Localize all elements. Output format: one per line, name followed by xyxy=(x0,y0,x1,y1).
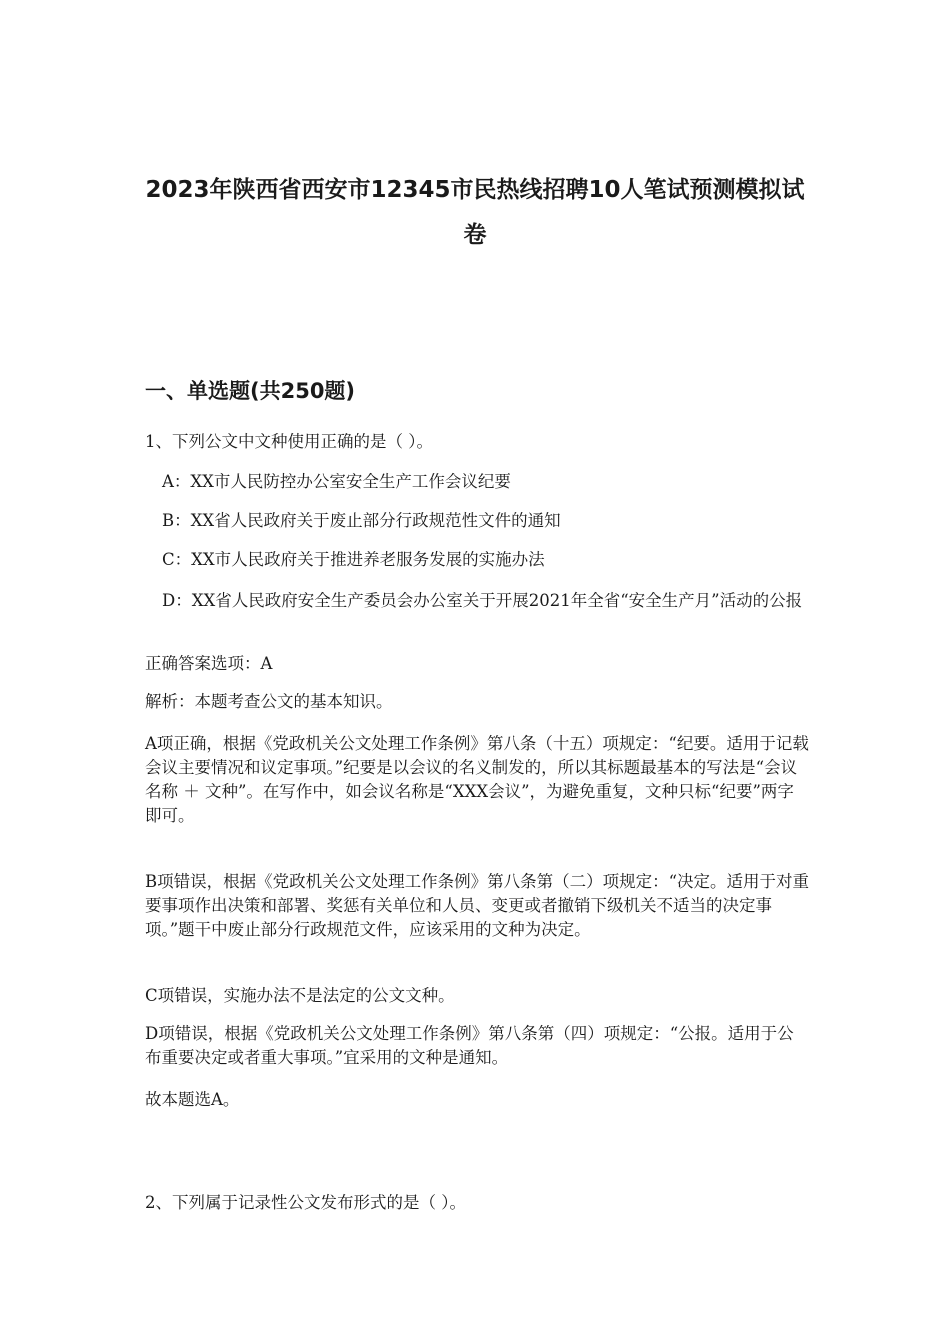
question-1-explanation-d: D项错误，根据《党政机关公文处理工作条例》第八条第（四）项规定：“公报。适用于公布重要决定或者重大事项。”宜采用的文种是通知。 xyxy=(145,1024,794,1067)
question-1-explanation-c: C项错误，实施办法不是法定的公文文种。 xyxy=(145,986,455,1005)
question-1-conclusion: 故本题选A。 xyxy=(145,1090,240,1109)
question-1-option-b: B：XX省人民政府关于废止部分行政规范性文件的通知 xyxy=(162,511,561,530)
question-1-stem: 1、下列公文中文种使用正确的是（ ）。 xyxy=(145,432,433,451)
question-1-option-a: A：XX市人民防控办公室安全生产工作会议纪要 xyxy=(162,472,511,491)
question-1-analysis: 解析：本题考查公文的基本知识。 xyxy=(145,692,393,711)
question-1-explanation-b: B项错误，根据《党政机关公文处理工作条例》第八条第（二）项规定：“决定。适用于对重要事项作出决策和部署、奖惩有关单位和人员、变更或者撤销下级机关不适当的决定事项。”题干中废止部分行政规范文件，应该采用的文种为决定。 xyxy=(145,872,810,939)
question-2-stem: 2、下列属于记录性公文发布形式的是（ ）。 xyxy=(145,1193,466,1212)
question-1-answer: 正确答案选项：A xyxy=(145,654,273,673)
question-1-explanation-a: A项正确，根据《党政机关公文处理工作条例》第八条（十五）项规定：“纪要。适用于记载会议主要情况和议定事项。”纪要是以会议的名义制发的，所以其标题最基本的写法是“会议名称 ＋ 文种”。在写作中，如会议名称是“XXX会议”，为避免重复，文种只标“纪要”两字即可。 xyxy=(145,734,809,825)
section-heading: 一、单选题(共250题) xyxy=(145,379,356,403)
question-1-option-c: C：XX市人民政府关于推进养老服务发展的实施办法 xyxy=(162,550,545,569)
question-1-option-d: D：XX省人民政府安全生产委员会办公室关于开展2021年全省“安全生产月”活动的公报 xyxy=(162,591,803,610)
document-title: 2023年陕西省西安市12345市民热线招聘10人笔试预测模拟试卷 xyxy=(145,177,805,248)
